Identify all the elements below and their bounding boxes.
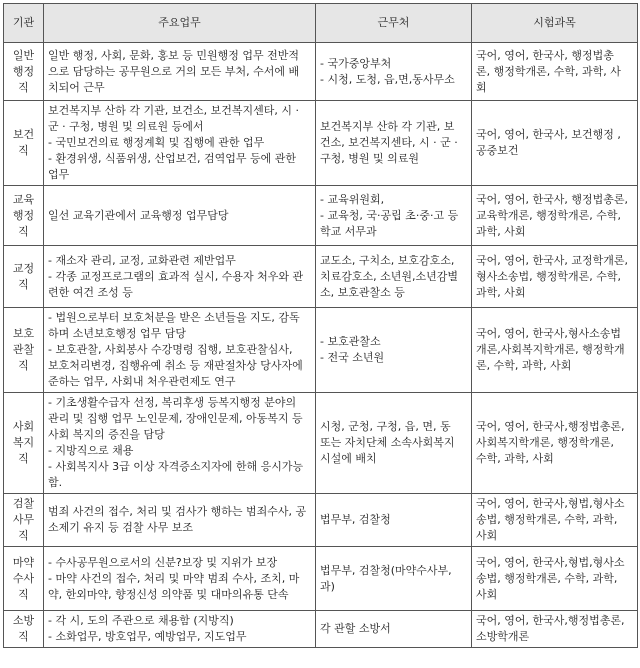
subjects-line: 수학, 과학, 사회 [476,452,554,465]
category-line: 직 [18,529,29,542]
header-workplace: 근무처 [316,4,472,43]
duties-line: - 환경위생, 식품위생, 산업보건, 검역업무 등에 관한 [48,152,296,165]
duties-cell [44,393,316,494]
duties-line: 관리 및 집행 업무 노인문제, 장애인문제, 아동복지 등 [48,412,303,425]
duties-cell [44,101,316,186]
duties-cell [44,246,316,308]
workplace-line: 시설에 배치 [320,452,377,465]
workplace-line: - 보호관찰소 [320,335,381,348]
subjects-cell [472,43,638,101]
subjects-line: 사회 [476,529,498,542]
workplace-line: - 교육청, 국·공립 초·중·고 등 [320,208,459,222]
category-line: 일반 [12,48,35,62]
duties-line: 보건복지부 산하 각 기관, 보건소, 보건복지센타, 시 · [48,104,299,117]
duties-line: - 재소자 관리, 교정, 교화관련 제반업무 [48,253,236,267]
table-row [4,547,638,611]
subjects-line: 국어, 영어, 한국사,행정법총론, [476,420,625,433]
duties-line: 치되어 근무 [48,80,105,94]
category-line: 직 [18,80,29,94]
subjects-line: 과학, 사회 [476,285,526,299]
duties-line: 범죄 사건의 접수, 처리 및 검사가 행하는 범죄수사, 공 [48,505,307,518]
duties-cell [44,547,316,611]
category-line: 직 [18,144,29,157]
category-line: 검찰 [12,497,35,510]
subjects-line: 개론,사회복지학개론, 행정학개 [476,343,625,356]
subjects-line: 형사소송법, 행정학개론, 수학, [476,269,621,283]
subjects-line: 송법, 행정학개론, 수학, 과학, [476,513,618,526]
subjects-line: 론, 수학, 과학, 사회 [476,359,572,372]
duties-line: 준하는 업무, 사회내 처우관련제도 연구 [48,375,236,388]
table-row [4,393,638,494]
category-line: 직 [18,277,29,291]
workplace-line: 보건복지부 산하 각 기관, 보 [320,120,455,133]
subjects-cell [472,308,638,393]
workplace-line: 건소, 보건복지센타, 시 · 군 · [320,136,458,149]
category-line: 사무 [12,513,35,526]
workplace-line: - 교육위원회, [320,192,385,206]
category-line: 마약 [12,555,35,569]
duties-line: - 각 시, 도의 주관으로 채용함 (지방직) [48,614,234,627]
category-line: 직 [18,630,29,643]
duties-cell [44,611,316,648]
duties-cell [44,308,316,393]
category-cell [4,308,44,393]
table-row [4,308,638,393]
duties-line: 함. [48,476,63,489]
table-row [4,494,638,547]
category-cell [4,101,44,186]
table-row [4,186,638,246]
subjects-line: 국어, 영어, 한국사, 교정학개론, [476,253,628,267]
category-cell [4,393,44,494]
workplace-cell [316,186,472,246]
subjects-line: 회 [476,80,487,94]
duties-line: 약, 한외마약, 향정신성 의약품 및 대마의유통 단속 [48,587,289,601]
subjects-line: 교육학개론, 행정학개론, 수학, [476,208,621,222]
category-line: 직 [18,359,29,372]
header-category: 기관 [4,4,44,43]
duties-cell [44,494,316,547]
category-cell [4,611,44,648]
category-line: 복지 [12,436,35,449]
duties-line: 보호처리변경, 집행유예 취소 등 재판절차상 당사자에 [48,359,303,372]
workplace-line: - 전국 소년원 [320,351,385,364]
duties-line: - 국민보건의료 행정계획 및 집행에 관한 업무 [48,136,265,149]
workplace-cell [316,101,472,186]
category-line: 사회 [12,420,35,433]
subjects-line: 국어, 영어, 한국사,형법,형사소 [476,555,625,569]
workplace-cell [316,547,472,611]
duties-line: 군 · 구청, 병원 및 의료원 등에서 [48,120,204,133]
workplace-cell [316,308,472,393]
subjects-line: 소방학개론 [476,630,530,643]
subjects-line: 공중보건 [476,144,519,157]
duties-line: - 사회복지사 3급 이상 자격증소지자에 한해 응시가능 [48,460,304,473]
workplace-line: 교도소, 구치소, 보호감호소, [320,253,455,267]
subjects-line: 론, 행정학개론, 수학, 과학, 사 [476,64,621,78]
duties-line: - 보호관찰, 사회봉사 수강명령 집행, 보호관찰심사, [48,343,293,356]
workplace-line: 구청, 병원 및 의료원 [320,152,419,165]
workplace-line: 학교 서무과 [320,224,377,238]
category-cell [4,43,44,101]
category-cell [4,547,44,611]
table-row [4,611,638,648]
workplace-cell [316,393,472,494]
duties-line: 소제기 유지 등 검찰 사무 보조 [48,521,193,534]
subjects-line: 국어, 영어, 한국사,형사소송법 [476,327,621,340]
duties-line: - 지방직으로 채용 [48,444,134,457]
duties-line: - 각종 교정프로그램의 효과적 실시, 수용자 처우와 관 [48,269,304,283]
subjects-line: 국어, 영어, 한국사, 행정법총론, [476,192,628,206]
subjects-cell [472,101,638,186]
workplace-line: 법무부, 검찰청 [320,513,391,526]
table-row [4,246,638,308]
subjects-line: 사회 [476,587,498,601]
workplace-line: 소, 보호관찰소 등 [320,285,405,299]
category-line: 보건 [12,128,35,141]
workplace-line: 법무부, 검찰청(마약수사부, [320,563,452,577]
workplace-line: 치료감호소, 소년원,소년감별 [320,269,459,283]
subjects-line: 과학, 사회 [476,224,526,238]
header-duties: 주요업무 [44,4,316,43]
category-cell [4,246,44,308]
category-line: 교정 [12,261,35,275]
workplace-cell [316,43,472,101]
subjects-line: 국어, 영어, 한국사,형법,형사소 [476,497,625,510]
subjects-line: 국어, 영어, 한국사, 행정법총 [476,48,614,62]
workplace-line: 또는 자치단체 소속사회복지 [320,436,455,449]
workplace-line: 시청, 군청, 구청, 읍, 면, 동 [320,420,451,433]
duties-line: - 수사공무원으로서의 신분?보장 및 지위가 보장 [48,555,278,569]
duties-line: 일반 행정, 사회, 문화, 홍보 등 민원행정 업무 전반적 [48,48,299,62]
subjects-line: 송법, 행정학개론, 수학, 과학, [476,571,618,585]
category-line: 직 [18,452,29,465]
duties-line: 련한 여건 조성 등 [48,285,133,299]
subjects-cell [472,494,638,547]
category-line: 행정 [12,64,35,78]
subjects-cell [472,246,638,308]
header-subjects: 시험과목 [472,4,638,43]
category-line: 소방 [12,614,35,627]
workplace-line: 각 관할 소방서 [320,622,391,635]
table-row [4,43,638,101]
category-line: 교육 [12,192,35,206]
category-line: 직 [18,224,29,238]
category-cell [4,186,44,246]
subjects-cell [472,393,638,494]
civil-service-job-table [3,3,638,648]
subjects-cell [472,547,638,611]
table-row [4,101,638,186]
category-line: 수사 [12,571,35,585]
subjects-cell [472,186,638,246]
subjects-line: 국어, 영어, 한국사,행정법총론, [476,614,625,627]
subjects-line: 사회복지학개론, 행정학개론, [476,436,615,449]
duties-line: 업무 [48,168,70,181]
duties-line: 사회 복지의 증진을 담당 [48,428,165,441]
job-table-container [3,3,637,665]
duties-line: - 소화업무, 방호업무, 예방업무, 지도업무 [48,630,247,643]
duties-line: 하며 소년보호행정 업무 담당 [48,327,187,340]
category-line: 관찰 [12,343,35,356]
duties-cell [44,43,316,101]
workplace-cell [316,611,472,648]
table-body [4,43,638,648]
category-line: 보호 [12,327,35,340]
duties-line: - 기초생활수급자 선정, 복리후생 등복지행정 분야의 [48,396,297,409]
subjects-cell [472,611,638,648]
duties-line: 일선 교육기관에서 교육행정 업무담당 [48,208,229,222]
duties-line: 으로 담당하는 공무원으로 거의 모든 부처, 수서에 배 [48,64,300,78]
workplace-line: - 국가중앙부처 [320,56,392,70]
workplace-cell [316,246,472,308]
table-header-row [4,4,638,43]
duties-line: - 법원으로부터 보호처분을 받은 소년들을 지도, 감독 [48,311,300,324]
workplace-line: - 시청, 도청, 읍,면,동사무소 [320,72,455,86]
category-line: 직 [18,587,29,601]
category-line: 행정 [12,208,35,222]
category-cell [4,494,44,547]
duties-line: - 마약 사건의 접수, 처리 및 마약 범죄 수사, 조치, 마 [48,571,300,585]
duties-cell [44,186,316,246]
workplace-line: 과) [320,579,335,593]
workplace-cell [316,494,472,547]
subjects-line: 국어, 영어, 한국사, 보건행정 , [476,128,621,141]
